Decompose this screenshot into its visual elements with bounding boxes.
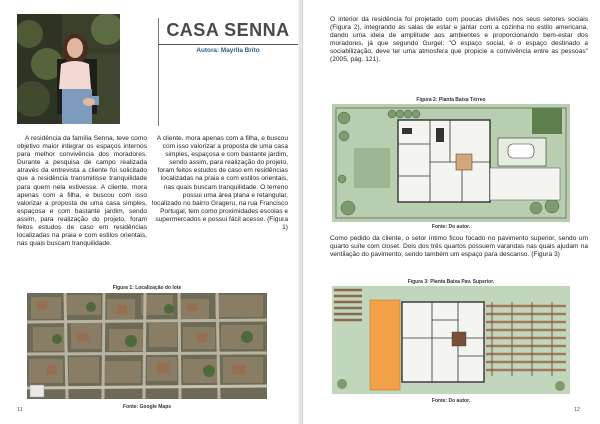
figure-2-source: Fonte: Do autor. [431, 224, 471, 230]
article-author: Autora: Mayrlla Brito [196, 47, 260, 54]
figure-1-caption: Figura 1: Localização do lote [112, 285, 182, 291]
figure-3-source: Fonte: Do autor. [431, 398, 471, 404]
article-column-2: A cliente, mora apenas com a filha, e buscou com isso valorizar a proposta de uma casa simples, espaçosa e com bastante jardim, sendo assim, para realização do projeto, foram feitos estudos de caso em residências localizadas na praia e com estilos orientais, nas quais buscam tranquilidade. O terreno possui uma área plana e retangular, localizado no bairro Grageru, na rua Francisco Portugal, tem como proximidades escolas e supermercados e possui fácil acesso. (Figura 1) [152, 135, 288, 232]
title-underline [158, 44, 298, 45]
article-column-1: A residência da família Senna, teve como objetivo maior integrar os espaços internos para melhor convivência dos moradores. Durante a pesquisa de campo realizada através da entrevista a cliente foi solicitado que a residência transmitisse tranquilidade para quem nela estivesse. A cliente, mora apenas com a filha, e buscou com isso valorizar a proposta de uma casa simples, espaçosa e com bastante jardim, sendo assim, para realização do projeto, foram feitos estudos de caso em residências localizadas na praia e com estilos orientais, nas quais buscam tranquilidade. [17, 135, 147, 248]
page-number-right: 12 [574, 407, 581, 413]
page-number-left: 11 [17, 407, 23, 413]
right-paragraph-2: Como pedido da cliente, o setor íntimo ficou focado no pavimento superior, sendo um quarto suíte com closet. Dois dos três quartos possuem varandas nas quais ajudam na ventilação do pavimento, sendo também um espaço para descanso. (Figura 3) [330, 235, 588, 259]
upper-floor-plan-image [332, 286, 570, 394]
article-title: CASA SENNA [166, 20, 290, 40]
figure-1-source: Fonte: Google Maps [122, 404, 172, 410]
author-photo [17, 14, 120, 124]
ground-floor-plan-image [332, 104, 570, 222]
location-map-image [27, 293, 267, 399]
right-paragraph-1: O interior da residência foi projetado com poucas divisões nos seus setores sociais (Figura 2), integrando as salas de estar e jantar com a cozinha no estilo americana, dando uma ideia de amplitude aos ambientes e proporcionando bem-estar dos moradores, já que segundo Gurgel: "O espaço social, é o espaço destinado a sociabilização, deve ter uma atmosfera que propicie a convivência entre as pessoas" (2005, pág. 121). [330, 16, 588, 64]
figure-3-caption: Figura 3: Planta Baixa Pav. Superior. [407, 279, 495, 285]
figure-2-caption: Figura 2: Planta Baixa Térreo [416, 97, 486, 103]
